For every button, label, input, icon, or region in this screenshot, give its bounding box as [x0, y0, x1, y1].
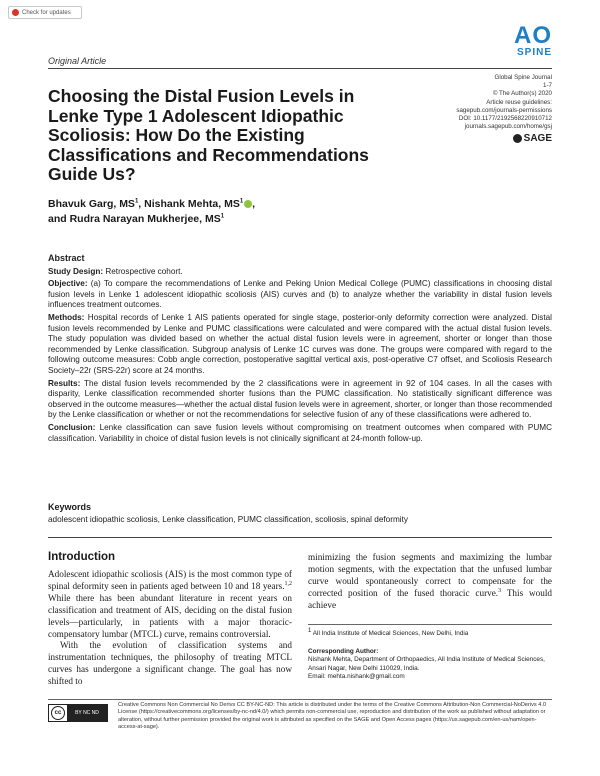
keywords-text: adolescent idiopathic scoliosis, Lenke classification, PUMC classification, scoliosis, spinal deformity [48, 515, 408, 524]
study-design-label: Study Design: [48, 266, 104, 276]
journal-name: Global Spine Journal [494, 74, 552, 81]
paper-title: Choosing the Distal Fusion Levels in Lenke Type 1 Adolescent Idiopathic Scoliosis: How Do the Existing Classifications and Recommendations Guide Us? [48, 86, 369, 184]
permissions-link[interactable]: sagepub.com/journals-permissions [456, 106, 552, 114]
intro-p1-cont: While there has been abundant literature in recent years on classification and treatment of AIS, deciding on the distal fusion levels—particularly, in patients with a major thoracic-compensatory lumbar (MTCL) curve, remains controversial. [48, 592, 292, 639]
conclusion-label: Conclusion: [48, 422, 96, 432]
author-2: Nishank Mehta, MS [144, 198, 240, 210]
author-list: Bhavuk Garg, $MS^1$, Nishank Mehta, $MS^1$ , and Rudra Narayan Mukherjee, $MS^1$ [48, 198, 256, 225]
keywords-section [48, 502, 552, 524]
methods-text: Hospital records of Lenke 1 AIS patients operated for single stage, posterior-only deformity correction were analyzed. Distal fusion levels recommended by Lenke and PUMC classifications were calculated and were compared with the actual distal fusion levels. The study population was divided based on whether the actual distal fusion levels were in agreement, shorter or longer than those recommended by Lenke classification. Subgroup analysis of Lenke 1C curves was done. The groups were compared with regard to the following outcome measures: Cobb angle correction, postoperative sagittal vertical axis, post-operative C7 offset, and Scoliosis Research Society–22r (SRS-22r) score at 24 months. [48, 312, 552, 375]
results-label: Results: [48, 378, 81, 388]
license-divider [48, 699, 552, 700]
corresponding-heading: Corresponding Author: [308, 648, 379, 656]
publisher-name: SAGE [523, 133, 552, 144]
publisher-logo [513, 133, 552, 144]
journal-metadata [392, 74, 552, 131]
affiliation [308, 627, 552, 638]
intro-paragraph-1 [48, 569, 292, 640]
cc-icon: cc [51, 706, 65, 720]
orcid-icon[interactable] [244, 200, 252, 208]
author-3-affiliation: 1 [220, 213, 225, 220]
affiliation-number: 1 [308, 627, 312, 634]
doi[interactable]: DOI: 10.1177/2192568220910712 [458, 115, 552, 123]
body-column-left [48, 569, 292, 688]
logo-ao-text: AO [514, 22, 552, 49]
reuse-label: Article reuse guidelines: [486, 98, 552, 106]
conclusion [48, 423, 552, 444]
study-design-text: Retrospective cohort. [105, 266, 183, 276]
corresponding-email[interactable]: Email: mehta.nishank@gmail.com [308, 672, 405, 680]
methods-label: Methods: [48, 312, 85, 322]
keywords-heading: Keywords [48, 502, 92, 512]
article-type: Original Article [48, 56, 107, 66]
author-2-affiliation: 1 [239, 198, 244, 205]
intro-right-text: minimizing the fusion segments and maximizing the lumbar motion segments, with the expectation that the unfused lumbar curve would spontaneously correct to compensate for the corrected position of the fused thoracic curve. [308, 552, 552, 598]
objective-label: Objective: [48, 279, 88, 289]
updates-icon [12, 9, 19, 16]
intro-right-cont: This would achieve [308, 587, 552, 610]
body-column-right [308, 552, 552, 612]
conclusion-text: Lenke classification can save fusion levels without compromising on treatment outcomes when compared with PUMC classification. Variability in choice of distal fusion levels is not clinically significant at 24-month follow-up. [48, 422, 552, 443]
results [48, 379, 552, 421]
results-text: The distal fusion levels recommended by the 2 classifications were in agreement in 92 of 104 cases. In all the cases with disparity, Lenke classification recommended shorter fusions than the PUMC classification. No statistically significant difference was observed in the outcome measures—whether the actual distal fusion levels were in agreement, shorter, or longer than those recommended by the Lenke classification or whether or not the recommendations for selective fusion of any of these classifications were adhered to. [48, 378, 552, 420]
check-for-updates-label: Check for updates [22, 9, 71, 16]
author-3: and Rudra Narayan Mukherjee, MS [48, 213, 221, 225]
corresponding-text: Nishank Mehta, Department of Orthopaedics, All India Institute of Medical Sciences, Ansari Nagar, New Delhi 110029, India. [308, 656, 545, 672]
abstract-section [48, 253, 552, 446]
intro-paragraph-2: With the evolution of classification systems and instrumentation techniques, the philosophy of treating MTCL curves has undergone a significant change. The goal has now shifted to [48, 640, 292, 687]
copyright: © The Author(s) 2020 [492, 90, 552, 98]
author-1: Bhavuk Garg, MS [48, 198, 135, 210]
intro-right-ref[interactable]: 3 [498, 587, 502, 594]
logo-spine-text: SPINE [516, 47, 552, 58]
journal-home-link[interactable]: journals.sagepub.com/home/gsj [464, 123, 552, 131]
page-range: 1-7 [543, 82, 552, 90]
study-design [48, 267, 552, 278]
footnote-divider [308, 624, 552, 625]
affiliation-text: All India Institute of Medical Sciences, New Delhi, India [312, 630, 469, 637]
abstract-divider [48, 537, 552, 538]
intro-p1-ref[interactable]: 1,2 [284, 580, 292, 587]
check-for-updates-badge[interactable] [8, 6, 82, 19]
license-text: Creative Commons Non Commercial No Derivs CC BY-NC-ND: This article is distributed under the terms of the Creative Commons Attribution-Non Commercial-NoDerivs 4.0 License (https://creativecommons.org/licenses/by-nc-nd/4.0/) which permits non-commercial use, reproduction and distribution of the work as published without adaptation or alteration, without further permission provided the original work is attributed as specified on the SAGE and Open Access pages (https://us.sagepub.com/en-us/nam/open-access-at-sage). [118, 702, 547, 730]
objective [48, 279, 552, 311]
header-divider [48, 68, 552, 69]
introduction-heading: Introduction [48, 551, 116, 563]
cc-license-badge[interactable] [48, 704, 108, 722]
author-1-affiliation: 1 [134, 198, 139, 205]
abstract-heading: Abstract [48, 253, 85, 263]
cc-marks: BY NC ND [67, 705, 107, 721]
footnotes [308, 627, 552, 681]
intro-paragraph-continued [308, 552, 552, 612]
journal-logo [482, 22, 552, 58]
intro-p1-text: Adolescent idiopathic scoliosis (AIS) is the most common type of spinal deformity seen in patients aged between 10 and 18 years. [48, 569, 292, 591]
sage-icon [513, 134, 522, 143]
methods [48, 313, 552, 377]
objective-text: (a) To compare the recommendations of Lenke and Peking Union Medical College (PUMC) classifications in choosing distal fusion levels in Lenke 1 adolescent idiopathic scoliosis (AIS) curves and (b) to analyze whether the variability in distal fusion levels influences treatment outcomes. [48, 279, 552, 310]
